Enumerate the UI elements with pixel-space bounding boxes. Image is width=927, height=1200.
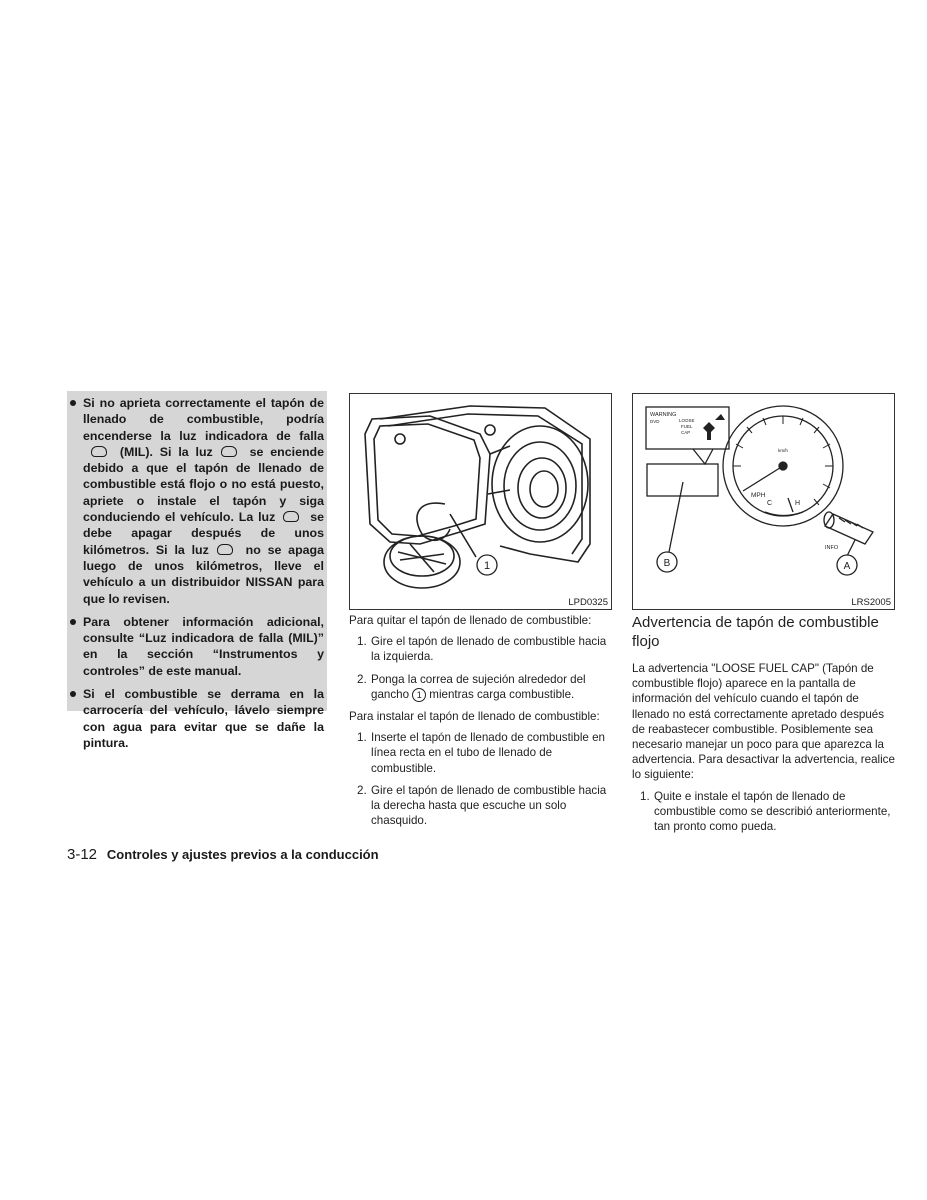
section-paragraph: La advertencia "LOOSE FUEL CAP" (Tapón de combustible flojo) aparece en la pantalla de información del vehículo cuando el tapón de llenado no está correctamente apretado después de reabastecer combustible. Posiblemente sea necesario manejar un poco para que aparezca la advertencia. Para desactivar la advertencia, realice lo siguiente:: [632, 662, 895, 782]
bullet-icon: [70, 400, 76, 406]
install-steps: [349, 730, 612, 828]
fuel-cap-warning-icon: [703, 422, 715, 440]
list-item: 2. Gire el tapón de llenado de combustible hacia la derecha hasta que escuche un solo chasquido.: [357, 783, 607, 828]
list-item: 1. Gire el tapón de llenado de combustible hacia la izquierda.: [357, 635, 607, 664]
section-steps: [632, 789, 895, 835]
fuel-cap-instructions: [349, 613, 612, 835]
fuel-cap-illustration: [350, 394, 613, 611]
install-intro: Para instalar el tapón de llenado de combustible:: [349, 710, 600, 724]
mil-indicator-icon: [221, 446, 237, 457]
gauge-kmh-label: km/h: [778, 448, 788, 453]
list-item: 2. Ponga la correa de sujeción alrededor del gancho 1 mientras carga combustible.: [357, 672, 586, 701]
chapter-title: Controles y ajustes previos a la conducción: [106, 847, 379, 862]
bullet-icon: [70, 691, 76, 697]
mil-indicator-icon: [91, 446, 107, 457]
gauge-mph-label: MPH: [751, 492, 766, 499]
display-warning-text: WARNING: [650, 412, 677, 418]
gauge-cold-label: C: [767, 500, 773, 507]
warning-item-loose-cap: Si no aprieta correctamente el tapón de llenado de combustible, podría encenderse la luz indicadora de falla (MIL). Si la luz se enciende debido a que el tapón de llenado de combustible está flojo o no está puesto, apriete o instale el tapón y siga conduciendo el vehículo. La luz se debe apagar después de unos kilómetros. Si la luz no se apaga luego de unos kilómetros, lleve el vehículo a un distribuidor NISSAN para que lo revisen.: [67, 395, 324, 607]
list-item: 1. Inserte el tapón de llenado de combustible en línea recta en el tubo de llenado de combustible.: [357, 731, 605, 775]
display-cap-text: CAP: [681, 430, 691, 435]
display-loose-text: LOOSE: [679, 418, 695, 423]
display-fuel-text: FUEL: [681, 424, 693, 429]
callout-1: 1: [483, 560, 491, 572]
section-heading: Advertencia de tapón de combustible flojo: [632, 614, 879, 650]
callout-a: A: [843, 561, 851, 572]
fuel-cap-figure: [349, 393, 612, 610]
bullet-icon: [70, 619, 76, 625]
loose-fuel-cap-display-figure: [632, 393, 895, 610]
list-item: 1. Quite e instale el tapón de llenado de combustible como se describió anteriormente, tan pronto como pueda.: [640, 789, 891, 834]
mil-indicator-icon: [217, 544, 233, 555]
instrument-cluster-illustration: [633, 394, 896, 611]
page-number: 3-12: [67, 846, 98, 863]
mil-indicator-icon: [283, 511, 299, 522]
remove-intro: Para quitar el tapón de llenado de combustible:: [349, 614, 592, 627]
gauge-hot-label: H: [795, 500, 801, 507]
warning-item-spill: Si el combustible se derrama en la carrocería del vehículo, lávelo siempre con agua para evitar que se dañe la pintura.: [67, 686, 324, 751]
remove-steps: [349, 634, 612, 702]
callout-b: B: [663, 558, 671, 569]
info-button-label: INFO: [825, 545, 839, 551]
page-footer: [67, 846, 379, 863]
warning-item-more-info: Para obtener información adicional, consulte “Luz indicadora de falla (MIL)” en la sección “Instrumentos y controles” de este manual.: [67, 614, 324, 679]
figure-code: LRS2005: [851, 597, 891, 608]
callout-1-ref: 1: [412, 688, 426, 702]
loose-fuel-cap-section: [632, 614, 895, 841]
warning-box: [67, 391, 327, 750]
figure-code: LPD0325: [568, 597, 608, 608]
display-dvd-text: DVD: [650, 419, 660, 424]
